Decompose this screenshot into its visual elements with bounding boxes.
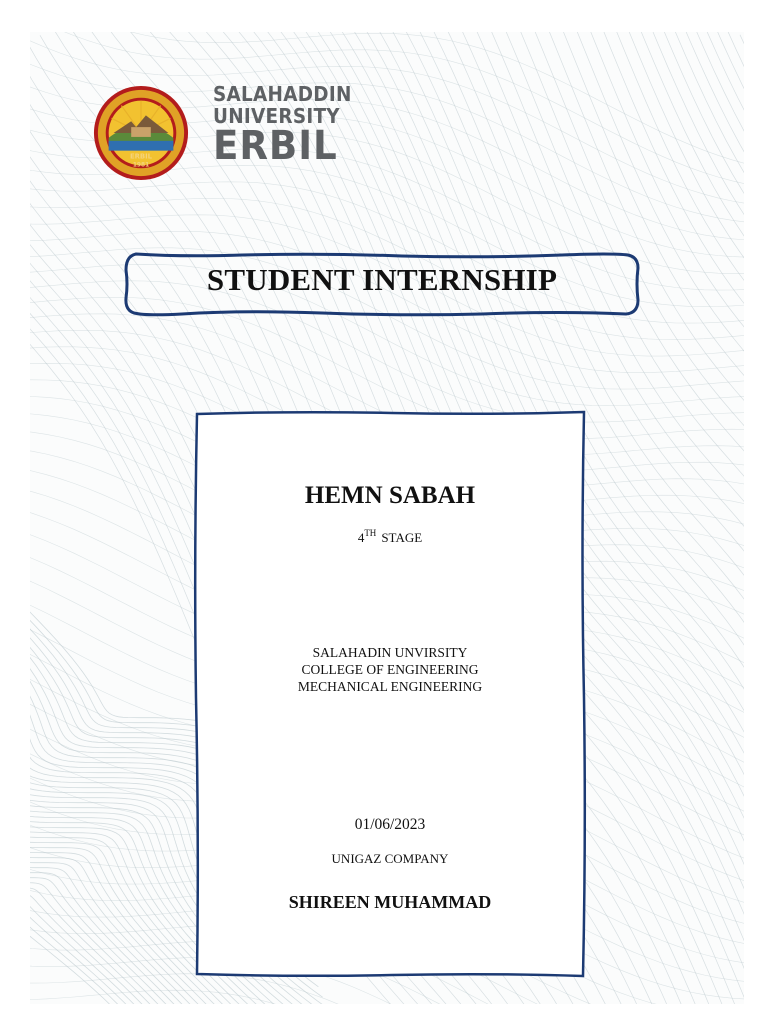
wave-line: [614, 32, 744, 1004]
wave-line: [628, 32, 744, 1004]
internship-date: 01/06/2023: [354, 816, 426, 833]
university-name: SALAHADIN UNVIRSITY: [312, 645, 468, 660]
page-title: STUDENT INTERNSHIP: [206, 262, 558, 297]
wordmark-line-2: UNIVERSITY: [213, 104, 340, 128]
institution-block: [198, 644, 582, 695]
university-seal-icon: [92, 84, 190, 182]
student-stage: 4TH STAGE: [357, 528, 423, 545]
department-name: MECHANICAL ENGINEERING: [297, 679, 483, 694]
supervisor-name: SHIREEN MUHAMMAD: [288, 892, 492, 912]
wave-line: [740, 35, 744, 1004]
svg-text:1981: 1981: [132, 162, 150, 169]
student-name: HEMN SABAH: [304, 482, 476, 509]
wave-line: [600, 32, 744, 1004]
wordmark-line-1: SALAHADDIN: [213, 82, 352, 106]
wave-line: [30, 990, 744, 1004]
wordmark-line-3: ERBIL: [213, 123, 338, 169]
svg-text:ERBIL: ERBIL: [129, 152, 153, 161]
college-name: COLLEGE OF ENGINEERING: [301, 662, 479, 677]
company-name: UNIGAZ COMPANY: [331, 851, 449, 866]
university-wordmark: [213, 82, 364, 169]
